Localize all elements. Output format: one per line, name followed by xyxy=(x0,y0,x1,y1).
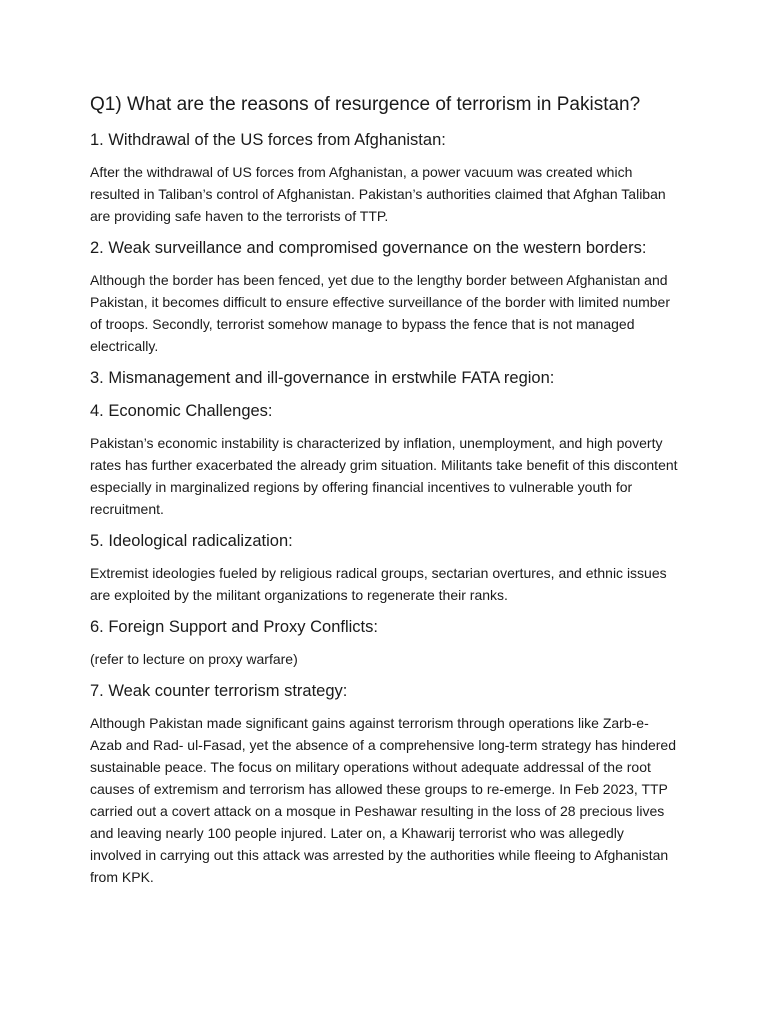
section-body-2: Although the border has been fenced, yet due to the lengthy border between Afghanistan and Pakistan, it becomes difficult to ensure effective surveillance of the border with limited number of troops. Secondly, terrorist somehow manage to bypass the fence that is not managed electrically. xyxy=(90,272,670,354)
section-body-1: After the withdrawal of US forces from Afghanistan, a power vacuum was created which resulted in Taliban’s control of Afghanistan. Pakistan’s authorities claimed that Afghan Taliban are providing safe haven to the terrorists of TTP. xyxy=(90,164,666,224)
section-heading-4: 4. Economic Challenges: xyxy=(90,402,273,420)
section-body-4: Pakistan’s economic instability is characterized by inflation, unemployment, and high poverty rates has further exacerbated the already grim situation. Militants take benefit of this discontent especially in marginalized regions by offering financial incentives to vulnerable youth for recruitment. xyxy=(90,435,678,517)
question-title: Q1) What are the reasons of resurgence of terrorism in Pakistan? xyxy=(90,94,641,115)
section-heading-2: 2. Weak surveillance and compromised governance on the western borders: xyxy=(90,239,647,257)
section-heading-7: 7. Weak counter terrorism strategy: xyxy=(90,682,348,700)
section-body-6: (refer to lecture on proxy warfare) xyxy=(90,651,298,667)
section-heading-3: 3. Mismanagement and ill-governance in erstwhile FATA region: xyxy=(90,369,555,387)
section-heading-1: 1. Withdrawal of the US forces from Afghanistan: xyxy=(90,131,446,149)
section-body-7: Although Pakistan made significant gains against terrorism through operations like Zarb-e-Azab and Rad- ul-Fasad, yet the absence of a comprehensive long-term strategy has hindered sustainable peace. The focus on military operations without adequate addressal of the root causes of extremism and terrorism has allowed these groups to re-emerge. In Feb 2023, TTP carried out a covert attack on a mosque in Peshawar resulting in the loss of 28 precious lives and leaving nearly 100 people injured. Later on, a Khawarij terrorist who was allegedly involved in carrying out this attack was arrested by the authorities while fleeing to Afghanistan from KPK. xyxy=(90,715,676,885)
section-heading-6: 6. Foreign Support and Proxy Conflicts: xyxy=(90,618,378,636)
section-heading-5: 5. Ideological radicalization: xyxy=(90,532,293,550)
section-body-5: Extremist ideologies fueled by religious radical groups, sectarian overtures, and ethnic issues are exploited by the militant organizations to regenerate their ranks. xyxy=(90,565,667,603)
